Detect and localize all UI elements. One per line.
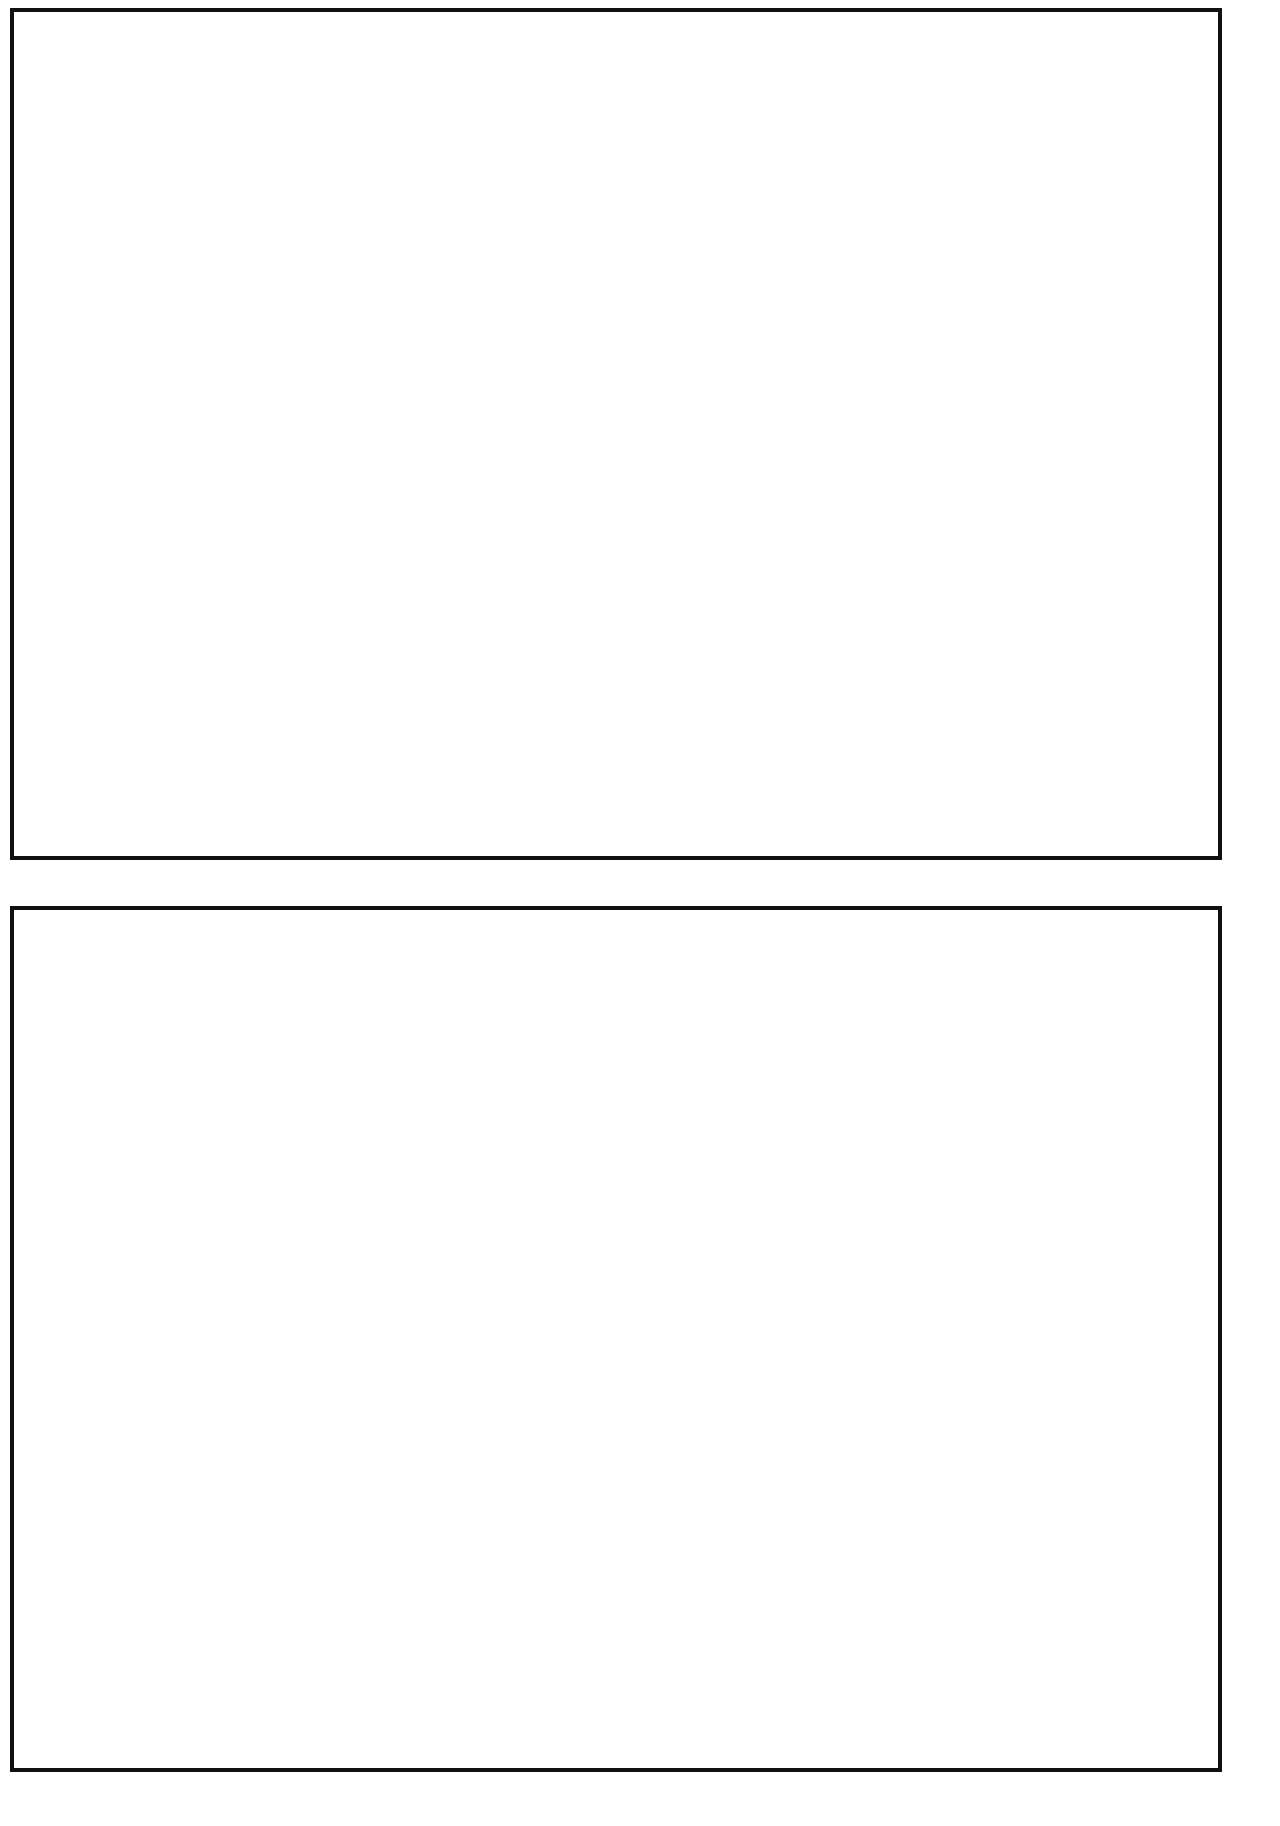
bottom-page-columns [14, 910, 1218, 1768]
top-page-columns [14, 12, 1218, 856]
top-page [10, 8, 1222, 860]
bottom-page [10, 906, 1222, 1772]
